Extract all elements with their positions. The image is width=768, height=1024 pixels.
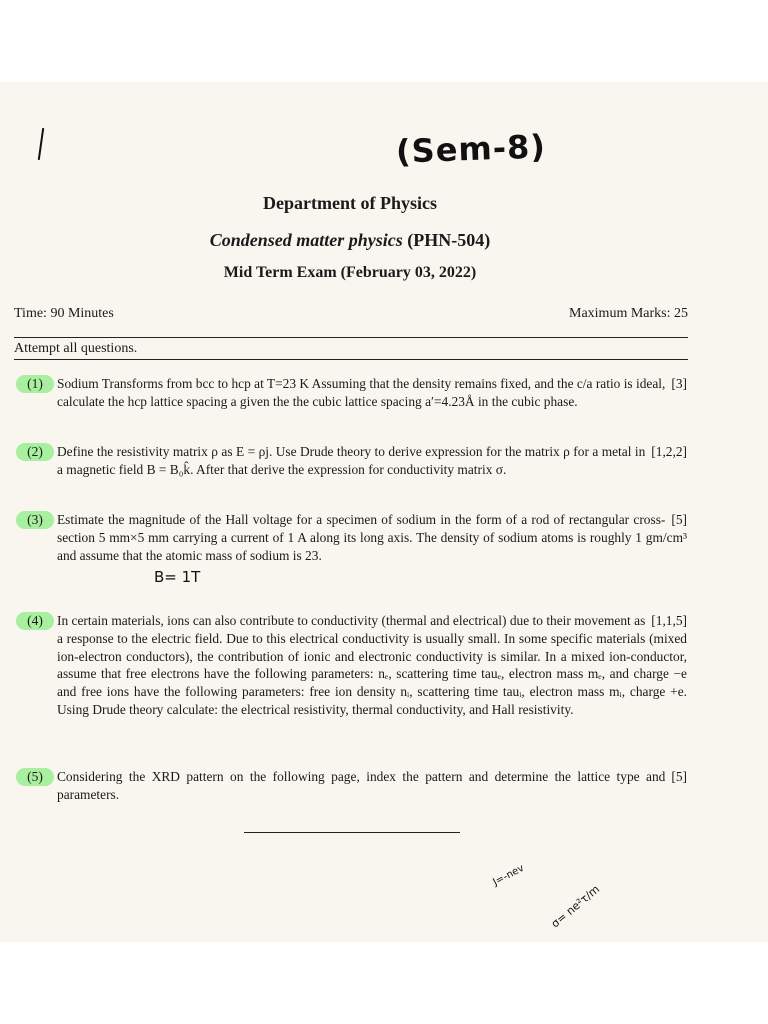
handwritten-note-2: σ= ne²τ/m (548, 882, 603, 931)
handwritten-semester: (Sem-8) (395, 127, 547, 171)
question-3 (57, 511, 687, 564)
question-4-marks: [1,1,5] (651, 613, 687, 628)
question-3-text: Estimate the magnitude of the Hall voltage for a specimen of sodium in the form of a rod of rectangular cross-section 5 mm×5 mm carrying a current of 1 A along its long axis. The density of sodium atoms is roughly 1 gm/cm³ and assume that the atomic mass of sodium is 23. (57, 512, 687, 563)
handwritten-b-field: B= 1T (154, 568, 201, 586)
exam-time: Time: 90 Minutes (14, 306, 114, 321)
question-1 (57, 375, 687, 411)
question-5-marks: [5] (671, 769, 687, 784)
question-2-marks: [1,2,2] (651, 444, 687, 459)
handwritten-note-1: J=-nev (491, 862, 526, 889)
question-number-1: (1) (16, 375, 54, 393)
maximum-marks: Maximum Marks: 25 (569, 306, 688, 321)
question-5 (57, 768, 687, 804)
divider-top (14, 337, 688, 338)
question-2 (57, 443, 687, 479)
end-line (244, 832, 460, 833)
question-1-marks: [3] (671, 376, 687, 391)
question-4-text: In certain materials, ions can also contribute to conductivity (thermal and electrical) due to their movement as a response to the electric field. Due to this electrical conductivity is usually small. In some specific materials (mixed ion-electron conductors), the contribution of ionic and electronic conductivity is similar. In a mixed ion-conductor, assume that free electrons have the following parameters: nₑ, scattering time tauₑ, electron mass mₑ, and charge −e and free ions have the following parameters: free ion density nᵢ, scattering time tauᵢ, electron mass mᵢ, charge +e. Using Drude theory calculate: the electrical resistivity, thermal conductivity, and Hall resistivity. (57, 613, 687, 717)
instruction: Attempt all questions. (14, 341, 138, 356)
question-number-2: (2) (16, 443, 54, 461)
question-3-marks: [5] (671, 512, 687, 527)
question-5-text: Considering the XRD pattern on the following page, index the pattern and determine the lattice type and parameters. (57, 769, 666, 802)
course-code: (PHN-504) (407, 230, 491, 250)
question-4 (57, 612, 687, 719)
question-number-5: (5) (16, 768, 54, 786)
question-1-text: Sodium Transforms from bcc to hcp at T=23 K Assuming that the density remains fixed, and the c/a ratio is ideal, calculate the hcp lattice spacing a given the the cubic lattice spacing a′=4.23Å in the cubic phase. (57, 376, 666, 409)
course-name: Condensed matter physics (209, 230, 403, 250)
exam-title: Mid Term Exam (February 03, 2022) (223, 264, 477, 281)
question-number-3: (3) (16, 511, 54, 529)
divider-bottom (14, 359, 688, 360)
course-title (0, 230, 700, 251)
question-2-text: Define the resistivity matrix ρ as E = ρj. Use Drude theory to derive expression for the matrix ρ for a metal in a magnetic field B = B₀k̂. After that derive the expression for conductivity matrix σ. (57, 444, 646, 477)
department-title: Department of Physics (263, 193, 437, 213)
question-number-4: (4) (16, 612, 54, 630)
